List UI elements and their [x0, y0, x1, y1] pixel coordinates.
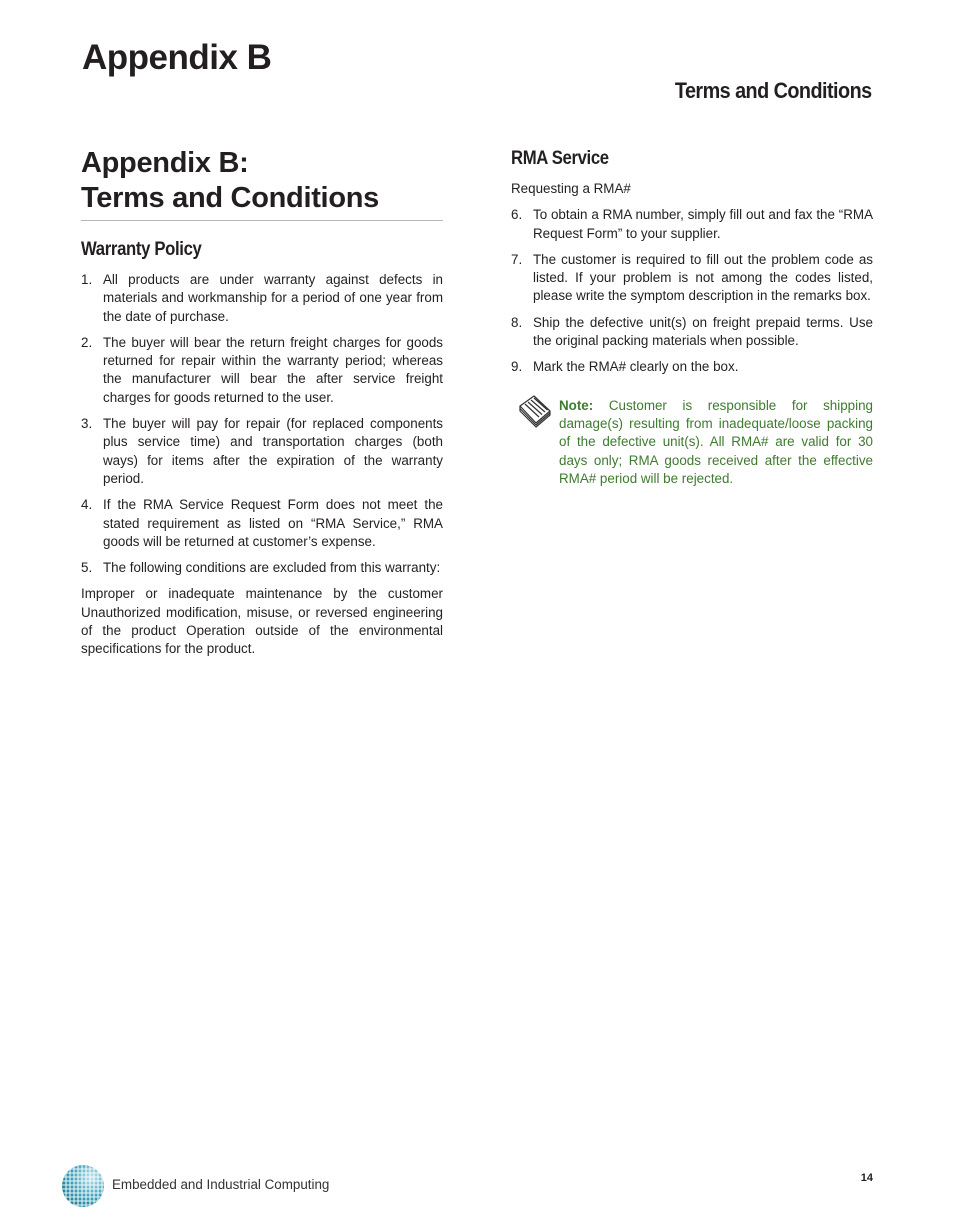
rma-heading: RMA Service	[511, 148, 609, 169]
rma-intro: Requesting a RMA#	[511, 181, 631, 196]
list-item-number: 8.	[511, 314, 523, 330]
footer-company-text: Embedded and Industrial Computing	[112, 1177, 330, 1192]
list-item-text: The buyer will bear the return freight charges for goods returned for repair within the warranty period; whereas the manufacturer will bear the after service freight charges for goods returned to the user.	[103, 334, 443, 405]
list-item-number: 2.	[81, 334, 93, 350]
list-item	[81, 415, 443, 488]
list-item-number: 9.	[511, 359, 523, 375]
note-box	[511, 397, 873, 488]
list-item-text: The customer is required to fill out the problem code as listed. If your problem is not among the codes listed, please write the symptom description in the remarks box.	[533, 251, 873, 304]
note-body: Customer is responsible for shipping damage(s) resulting from inadequate/loose packing of the defective unit(s). All RMA# are valid for 30 days only; RMA goods received after the effective RMA# period will be rejected.	[559, 397, 873, 486]
list-item	[511, 358, 873, 376]
list-item-number: 3.	[81, 416, 93, 432]
warranty-exclusions: Improper or inadequate maintenance by the customer Unauthorized modification, misuse, or reversed engineering of the product Operation outside of the environmental specifications for the product.	[81, 586, 443, 657]
list-item-text: To obtain a RMA number, simply fill out and fax the “RMA Request Form” to your supplier.	[533, 207, 873, 241]
list-item-text: Mark the RMA# clearly on the box.	[533, 359, 739, 375]
list-item	[81, 496, 443, 551]
rma-list	[511, 206, 873, 376]
list-item-text: Ship the defective unit(s) on freight prepaid terms. Use the original packing materials when possible.	[533, 314, 873, 349]
main-title-line1: Appendix B:	[81, 147, 249, 179]
left-column	[81, 146, 443, 659]
list-item	[81, 334, 443, 407]
list-item-number: 7.	[511, 251, 523, 267]
note-text	[559, 397, 873, 488]
company-globe-logo-icon	[60, 1163, 106, 1209]
list-item	[81, 271, 443, 326]
page-number: 14	[860, 1172, 873, 1184]
list-item-number: 1.	[81, 272, 93, 287]
main-title	[81, 146, 443, 221]
main-title-line2: Terms and Conditions	[81, 182, 379, 214]
list-item-text: The following conditions are excluded from this warranty:	[103, 560, 441, 576]
right-column	[511, 146, 873, 488]
page-header-section: Terms and Conditions	[675, 78, 872, 103]
list-item	[511, 206, 873, 243]
list-item	[511, 314, 873, 351]
list-item	[81, 559, 443, 577]
list-item-text: If the RMA Service Request Form does not meet the stated requirement as listed on “RMA Service,” RMA goods will be returned at customer’s expense.	[103, 497, 443, 549]
notepad-icon	[517, 393, 553, 429]
warranty-list	[81, 271, 443, 577]
list-item-number: 4.	[81, 497, 93, 513]
page-header-title: Appendix B	[82, 38, 272, 77]
list-item-number: 6.	[511, 207, 523, 223]
warranty-heading: Warranty Policy	[81, 239, 202, 260]
list-item-text: The buyer will pay for repair (for replaced components plus service time) and transportation charges (both ways) for items after the expiration of the warranty period.	[103, 416, 443, 486]
list-item	[511, 251, 873, 306]
list-item-number: 5.	[81, 560, 93, 576]
note-label: Note:	[559, 397, 594, 413]
list-item-text: All products are under warranty against defects in materials and workmanship for a period of one year from the date of purchase.	[103, 272, 443, 324]
